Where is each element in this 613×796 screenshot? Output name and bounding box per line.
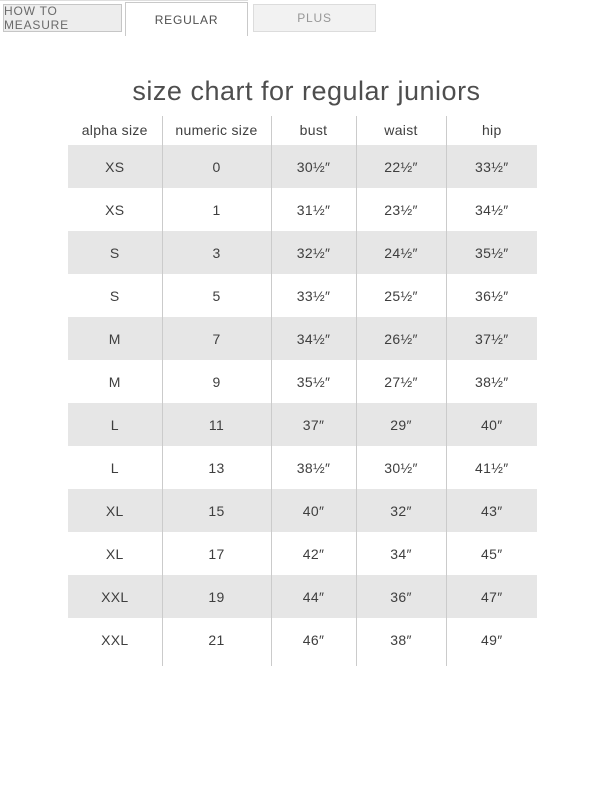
table-row [68, 231, 537, 274]
cell-waist: 23½″ [356, 188, 446, 231]
table-row [68, 575, 537, 618]
cell-alpha-size: XXL [101, 631, 129, 648]
cell-alpha-size: S [68, 231, 162, 274]
spacer-cell [356, 661, 446, 666]
spacer-cell [162, 661, 271, 666]
cell-alpha-size: XS [68, 145, 162, 188]
cell-waist: 34″ [356, 532, 446, 575]
tab-regular[interactable]: REGULAR [125, 2, 248, 36]
column-header-alpha-size: alpha size [81, 122, 148, 138]
cell-bust: 33½″ [271, 274, 356, 317]
cell-numeric-size: 7 [162, 317, 271, 360]
table-row [68, 360, 537, 403]
table-row [68, 489, 537, 532]
cell-numeric-size: 11 [162, 403, 271, 446]
table-row [68, 145, 537, 188]
cell-hip: 45″ [446, 532, 537, 575]
cell-numeric-size: 17 [162, 532, 271, 575]
table-row [68, 446, 537, 489]
table-row [68, 317, 537, 360]
cell-waist: 24½″ [356, 231, 446, 274]
cell-waist: 27½″ [356, 360, 446, 403]
table-row [68, 403, 537, 446]
cell-bust: 44″ [271, 575, 356, 618]
cell-waist: 32″ [356, 489, 446, 532]
page-title: size chart for regular juniors [132, 76, 481, 106]
cell-waist: 38″ [356, 618, 446, 661]
cell-numeric-size: 9 [162, 360, 271, 403]
cell-bust: 32½″ [271, 231, 356, 274]
cell-alpha-size: L [110, 459, 119, 476]
cell-numeric-size: 19 [162, 575, 271, 618]
cell-bust: 42″ [271, 532, 356, 575]
table-row [68, 188, 537, 231]
cell-hip: 40″ [446, 403, 537, 446]
cell-hip: 43″ [446, 489, 537, 532]
cell-bust: 34½″ [271, 317, 356, 360]
tab-bar [0, 0, 613, 36]
column-header-bust: bust [271, 116, 356, 145]
table-row [68, 274, 537, 317]
cell-bust: 37″ [271, 403, 356, 446]
cell-hip: 47″ [446, 575, 537, 618]
cell-alpha-size: XXL [68, 575, 162, 618]
cell-alpha-size: XL [105, 545, 124, 562]
table-footer-spacer [68, 661, 537, 666]
tab-plus[interactable]: PLUS [253, 4, 376, 32]
cell-bust: 30½″ [271, 145, 356, 188]
column-header-hip: hip [446, 116, 537, 145]
cell-bust: 31½″ [271, 188, 356, 231]
cell-bust: 40″ [271, 489, 356, 532]
cell-numeric-size: 13 [162, 446, 271, 489]
column-header-waist: waist [356, 116, 446, 145]
cell-hip: 41½″ [446, 446, 537, 489]
cell-bust: 38½″ [271, 446, 356, 489]
cell-numeric-size: 5 [162, 274, 271, 317]
cell-alpha-size: XS [105, 201, 125, 218]
cell-waist: 22½″ [356, 145, 446, 188]
cell-numeric-size: 1 [162, 188, 271, 231]
column-header-numeric-size: numeric size [162, 116, 271, 145]
cell-hip: 33½″ [446, 145, 537, 188]
spacer-cell [68, 661, 162, 666]
cell-waist: 29″ [356, 403, 446, 446]
cell-alpha-size: M [108, 373, 121, 390]
cell-numeric-size: 0 [162, 145, 271, 188]
cell-waist: 36″ [356, 575, 446, 618]
cell-alpha-size: XL [68, 489, 162, 532]
cell-alpha-size: L [68, 403, 162, 446]
spacer-cell [271, 661, 356, 666]
cell-numeric-size: 15 [162, 489, 271, 532]
cell-waist: 30½″ [356, 446, 446, 489]
table-row [68, 532, 537, 575]
tab-how-to-measure[interactable]: HOW TO MEASURE [3, 4, 122, 32]
cell-numeric-size: 3 [162, 231, 271, 274]
table-row [68, 618, 537, 661]
cell-bust: 35½″ [271, 360, 356, 403]
header-row [68, 116, 537, 145]
cell-bust: 46″ [271, 618, 356, 661]
cell-hip: 36½″ [446, 274, 537, 317]
cell-alpha-size: S [109, 287, 120, 304]
cell-waist: 26½″ [356, 317, 446, 360]
spacer-cell [446, 661, 537, 666]
cell-hip: 49″ [446, 618, 537, 661]
cell-hip: 35½″ [446, 231, 537, 274]
cell-hip: 38½″ [446, 360, 537, 403]
cell-numeric-size: 21 [162, 618, 271, 661]
cell-hip: 34½″ [446, 188, 537, 231]
cell-waist: 25½″ [356, 274, 446, 317]
size-chart-table [68, 116, 537, 666]
cell-hip: 37½″ [446, 317, 537, 360]
cell-alpha-size: M [68, 317, 162, 360]
